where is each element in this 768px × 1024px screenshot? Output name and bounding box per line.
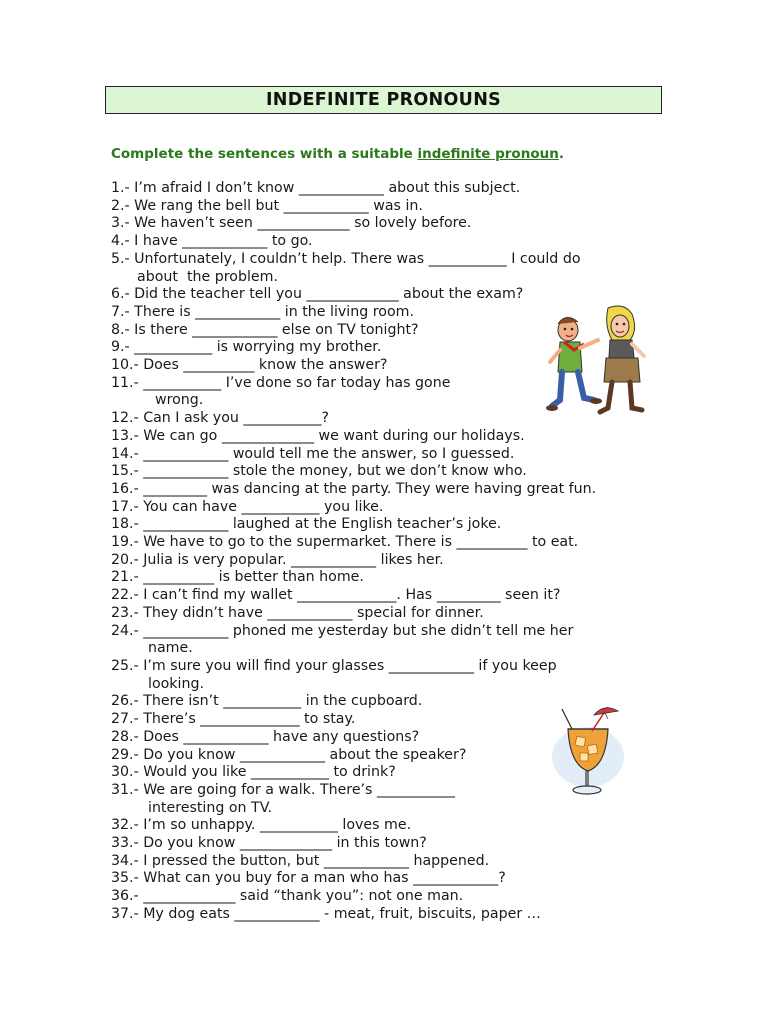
exercise-item: 30.- Would you like ___________ to drink? — [111, 764, 396, 781]
dancing-couple-illustration — [546, 300, 646, 418]
exercise-item: 15.- ____________ stole the money, but we don’t know who. — [111, 463, 527, 480]
exercise-line-continuation: about the problem. — [137, 268, 278, 285]
exercise-item: 33.- Do you know _____________ in this town? — [111, 835, 427, 852]
exercise-item: 31.- We are going for a walk. There’s ___________ — [111, 781, 455, 798]
exercise-item: 17.- You can have ___________ you like. — [111, 498, 384, 515]
exercise-item: 35.- What can you buy for a man who has ____________? — [111, 870, 506, 887]
exercise-item: 34.- I pressed the button, but ____________ happened. — [111, 852, 490, 869]
exercise-item: 10.- Does __________ know the answer? — [111, 357, 388, 374]
exercise-item: 28.- Does ____________ have any questions? — [111, 728, 420, 745]
exercise-item: 20.- Julia is very popular. ____________ likes her. — [111, 551, 444, 568]
exercise-item: 23.- They didn’t have ____________ special for dinner. — [111, 604, 484, 621]
exercise-item: 11.- ___________ I’ve done so far today has gone — [111, 374, 451, 391]
exercise-item: 3.- We haven’t seen _____________ so lovely before. — [111, 215, 472, 232]
exercise-item: 18.- ____________ laughed at the English teacher’s joke. — [111, 516, 502, 533]
exercise-item: 37.- My dog eats ____________ - meat, fruit, biscuits, paper … — [111, 905, 541, 922]
instruction-after: . — [558, 146, 564, 162]
exercise-item: 12.- Can I ask you ___________? — [111, 410, 329, 427]
exercise-line-continuation: looking. — [148, 675, 204, 692]
exercise-item: 19.- We have to go to the supermarket. There is __________ to eat. — [111, 534, 579, 551]
exercise-item: 9.- ___________ is worrying my brother. — [111, 339, 382, 356]
exercise-item: 29.- Do you know ____________ about the speaker? — [111, 746, 467, 763]
exercise-item: 36.- _____________ said “thank you”: not one man. — [111, 888, 464, 905]
exercise-item: 21.- __________ is better than home. — [111, 569, 364, 586]
exercise-item: 7.- There is ____________ in the living room. — [111, 303, 414, 320]
exercise-item: 6.- Did the teacher tell you _____________ about the exam? — [111, 286, 524, 303]
exercise-item: 26.- There isn’t ___________ in the cupboard. — [111, 693, 423, 710]
exercise-item: 14.- ____________ would tell me the answer, so I guessed. — [111, 445, 515, 462]
exercise-item: 5.- Unfortunately, I couldn’t help. There was ___________ I could do — [111, 250, 581, 267]
exercise-item: 22.- I can’t find my wallet ______________. Has _________ seen it? — [111, 587, 561, 604]
instruction-link: indefinite pronoun — [417, 146, 559, 162]
exercise-item: 27.- There’s ______________ to stay. — [111, 711, 356, 728]
exercise-item: 4.- I have ____________ to go. — [111, 233, 313, 250]
exercise-item: 13.- We can go _____________ we want during our holidays. — [111, 427, 525, 444]
exercise-list — [111, 180, 671, 924]
title-box — [105, 86, 662, 114]
instruction-before: Complete the sentences with a suitable — [111, 146, 418, 162]
cocktail-glass-illustration — [548, 701, 648, 801]
instruction-text — [111, 146, 564, 162]
page-title: INDEFINITE PRONOUNS — [265, 90, 502, 110]
exercise-item: 8.- Is there ____________ else on TV tonight? — [111, 321, 419, 338]
exercise-item: 32.- I’m so unhappy. ___________ loves me. — [111, 817, 412, 834]
exercise-line-continuation: interesting on TV. — [148, 799, 273, 816]
exercise-line-continuation: wrong. — [155, 392, 204, 409]
exercise-item: 25.- I’m sure you will find your glasses ____________ if you keep — [111, 657, 557, 674]
exercise-item: 1.- I’m afraid I don’t know ____________ about this subject. — [111, 180, 521, 196]
exercise-item: 16.- _________ was dancing at the party. They were having great fun. — [111, 480, 597, 497]
exercise-item: 24.- ____________ phoned me yesterday but she didn’t tell me her — [111, 622, 574, 639]
exercise-line-continuation: name. — [148, 640, 193, 657]
exercise-item: 2.- We rang the bell but ____________ was in. — [111, 197, 423, 214]
